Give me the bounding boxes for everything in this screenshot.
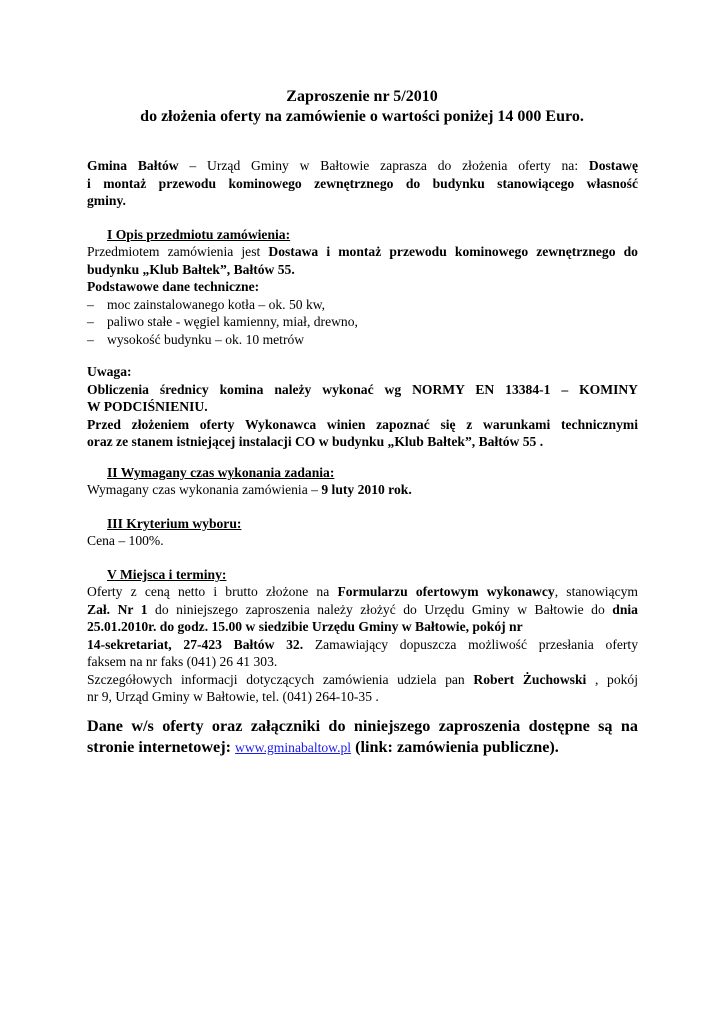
s5-l1-b: Formularzu ofertowym wykonawcy (337, 584, 555, 599)
section-2-heading: II Wymagany czas wykonania zadania: (107, 465, 335, 480)
note-line-1 (87, 381, 638, 399)
s5-l1-a: Oferty z ceną netto i brutto złożone na (87, 584, 338, 599)
intro-line-1 (87, 157, 638, 175)
note-line-3-text: Przed złożeniem oferty Wykonawca winien zapoznać się z warunkami technicznymi (87, 416, 638, 432)
s5-line-1 (87, 583, 638, 601)
title-line-2: do złożenia oferty na zamówienie o wartości poniżej 14 000 Euro. (140, 108, 584, 125)
section-3-body (87, 532, 638, 550)
list-item-text: moc zainstalowanego kotła – ok. 50 kw, (107, 296, 326, 312)
note-line-1-text: Obliczenia średnicy komina należy wykonać wg NORMY EN 13384-1 – KOMINY (87, 381, 638, 397)
list-item (87, 331, 638, 349)
list-item (87, 313, 638, 331)
note-heading (87, 363, 638, 381)
list-item (87, 296, 638, 314)
note-line-4-text: oraz ze stanem istniejącej instalacji CO w budynku „Klub Bałtek”, Bałtów 55 . (87, 434, 544, 449)
section-1-body (87, 243, 638, 348)
s5-l2-c: dnia (612, 601, 638, 617)
note-line-3 (87, 416, 638, 434)
dash-bullet: – (87, 314, 94, 329)
note-line-4 (87, 433, 638, 451)
footer-l2-a: stronie internetowej: (87, 738, 236, 756)
s5-l3: 25.01.2010r. do godz. 15.00 w siedzibie Urzędu Gminy w Bałtowie, pokój nr (87, 619, 523, 634)
s5-l2-a: Zał. Nr 1 (87, 601, 148, 617)
s1-bold-1: Dostawa i montaż przewodu kominowego zewnętrznego do (268, 244, 638, 259)
section-1-line-2 (87, 261, 638, 279)
intro-bold-1: Dostawę (588, 158, 638, 173)
intro-paragraph (87, 157, 638, 210)
section-2-body (87, 481, 638, 499)
s5-l2-b: do niniejszego zaproszenia należy złożyć do Urzędu Gminy w Bałtowie do (147, 601, 613, 617)
criterion-text: Cena – 100%. (87, 533, 164, 548)
s5-line-2 (87, 601, 638, 619)
dash-bullet: – (87, 331, 94, 347)
s5-l6-a: Szczegółowych informacji dotyczących zamówienia udziela pan (87, 671, 474, 687)
s5-l1-c: , stanowiącym (554, 584, 638, 599)
note-block (87, 363, 638, 451)
note-line-2-text: W PODCIŚNIENIU. (87, 399, 208, 414)
footer-line-2 (87, 737, 638, 758)
s5-line-5: faksem na nr faks (041) 26 41 303. (87, 654, 278, 669)
footer-notice (87, 716, 638, 758)
deadline-date: 9 luty 2010 rok. (321, 482, 412, 497)
list-item-text: paliwo stałe - węgiel kamienny, miał, drewno, (107, 314, 358, 329)
note-heading-text: Uwaga: (87, 364, 132, 379)
section-5-heading: V Miejsca i terminy: (107, 567, 227, 582)
section-2-line (87, 481, 638, 499)
s1-text: Przedmiotem zamówienia jest (87, 244, 269, 259)
s5-l6-c: , pokój (586, 671, 638, 687)
tech-heading (87, 278, 638, 296)
title-line-1: Zaproszenie nr 5/2010 (286, 88, 438, 105)
document-title (0, 87, 724, 127)
s5-l4-a: 14-sekretariat, 27-423 Bałtów 32. (87, 636, 304, 652)
section-1-line-1 (87, 243, 638, 261)
s5-l4-b: Zamawiający dopuszcza możliwość przesłania oferty (303, 636, 638, 652)
website-link[interactable]: www.gminabaltow.pl (235, 740, 352, 755)
intro-line-2 (87, 175, 638, 193)
tech-heading-text: Podstawowe dane techniczne: (87, 279, 260, 294)
s2-text: Wymagany czas wykonania zamówienia – (87, 482, 322, 497)
note-line-2 (87, 398, 638, 416)
intro-bold-2: i montaż przewodu kominowego zewnętrznego do budynku stanowiącego własność (87, 175, 638, 191)
section-1-heading: I Opis przedmiotu zamówienia: (107, 227, 291, 242)
intro-text: – Urząd Gminy w Bałtowie zaprasza do złożenia oferty na: (178, 158, 589, 173)
s5-line-7: nr 9, Urząd Gminy w Bałtowie, tel. (041) 264-10-35 . (87, 689, 379, 704)
footer-l2-b: (link: zamówienia publiczne). (351, 738, 559, 756)
intro-bold-3: gminy. (87, 193, 126, 208)
section-3-heading: III Kryterium wyboru: (107, 516, 242, 531)
list-item-text: wysokość budynku – ok. 10 metrów (107, 331, 305, 347)
section-5-body (87, 583, 638, 706)
contact-person: Robert Żuchowski (473, 671, 587, 687)
s5-line-4 (87, 636, 638, 654)
org-name: Gmina Bałtów (87, 158, 179, 173)
s5-line-6 (87, 671, 638, 689)
intro-line-3 (87, 192, 638, 210)
s1-bold-2: budynku „Klub Bałtek”, Bałtów 55. (87, 261, 295, 277)
s5-line-3 (87, 618, 638, 636)
footer-line-1: Dane w/s oferty oraz załączniki do niniejszego zaproszenia dostępne są na (87, 717, 638, 735)
dash-bullet: – (87, 296, 94, 312)
